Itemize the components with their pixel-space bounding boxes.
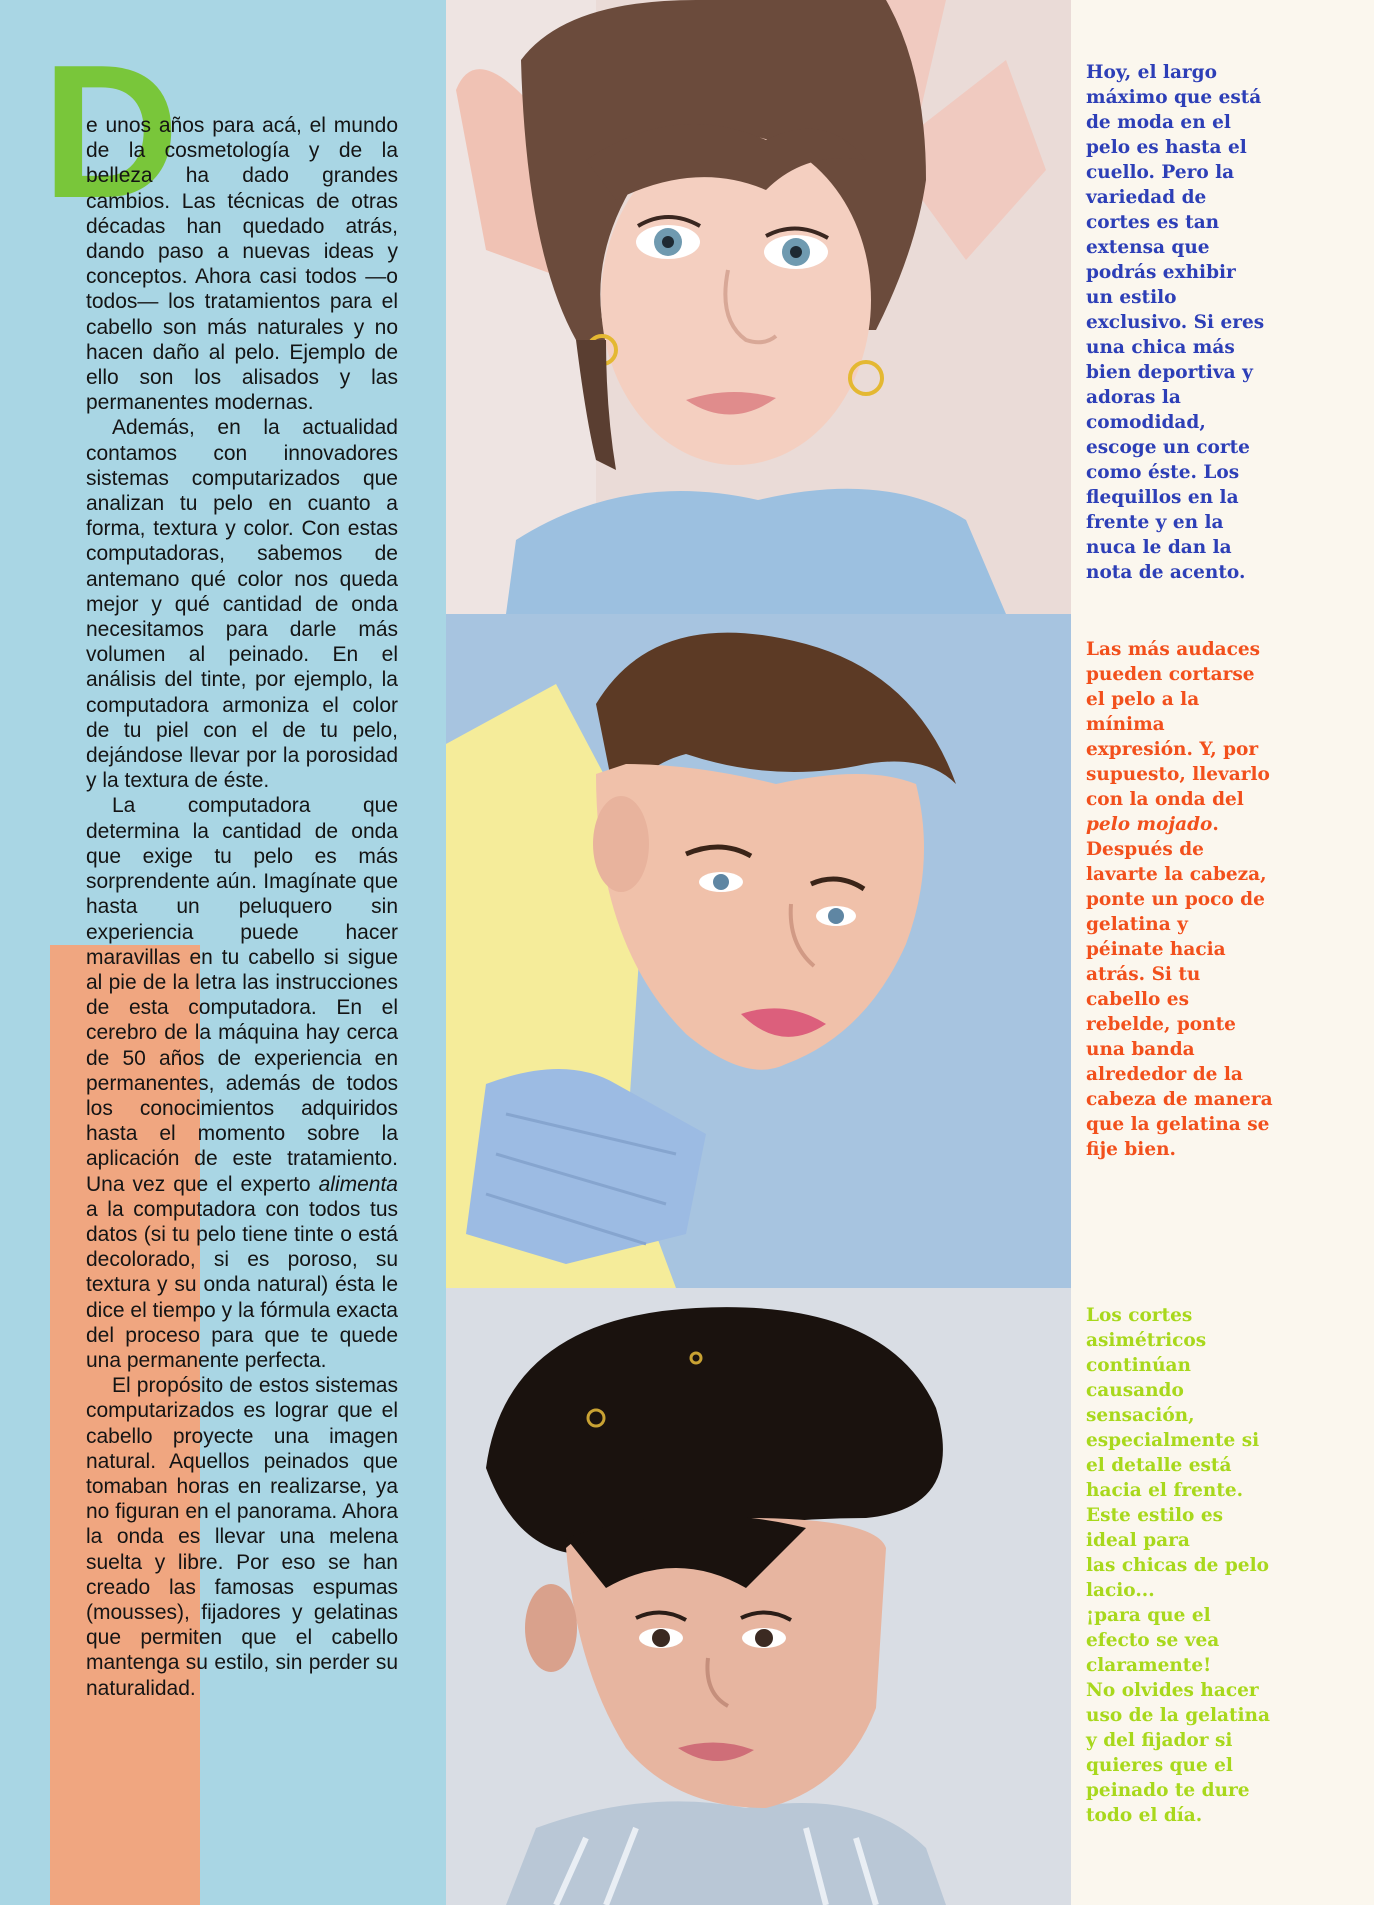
- article-body: [86, 113, 398, 1701]
- drop-cap: D: [42, 26, 174, 238]
- caption-short-tousled-hair: Hoy, el largo máximo que está de moda en el pelo es hasta el cuello. Pero la variedad de cortes es tan extensa que podrás exhibir un estilo exclusivo. Si eres una chica más bien deportiva y adoras la comodidad, escoge un corte como éste. Los flequillos en la frente y en la nuca le dan la nota de acento.: [1086, 62, 1265, 583]
- caption-asymmetric-cut: Los cortes asimétricos continúan causando sensación, especialmente si el detalle está hacia el frente. Este estilo es ideal para las chicas de pelo lacio... ¡para que el efecto se vea claramente! No olvides hacer uso de la gelatina y del fijador si quieres que el peinado te dure todo el día.: [1086, 1305, 1270, 1826]
- caption-2-text-before: Las más audaces pueden cortarse el pelo a la mínima expresión. Y, por supuesto, llevarlo con la onda del: [1086, 639, 1270, 810]
- paragraph-3-emphasis: alimenta: [318, 1172, 398, 1196]
- photo-asymmetric-cut-beret: [446, 1288, 1071, 1905]
- article-paragraph-4: El propósito de estos sistemas computarizados es lograr que el cabello proyecte una imagen natural. Aquellos peinados que tomaban horas en realizarse, ya no figuran en el panorama. Ahora la onda es llevar una melena suelta y libre. Por eso se han creado las famosas espumas (mousses), fijadores y gelatinas que permiten que el cabello mantenga su estilo, sin perder su naturalidad.: [86, 1374, 398, 1700]
- photo-short-tousled-hair: [446, 0, 1071, 614]
- paragraph-3-text-before: La computadora que determina la cantidad de onda que exige tu pelo es más sorprendente aún. Imagínate que hasta un peluquero sin experiencia puede hacer maravillas en tu cabello si sigue al pie de la letra las instrucciones de esta computadora. En el cerebro de la máquina hay cerca de 50 años de experiencia en permanentes, además de todos los conocimientos adquiridos hasta el momento sobre la aplicación de este tratamiento. Una vez que el experto: [86, 794, 398, 1196]
- article-paragraph-2: Además, en la actualidad contamos con innovadores sistemas computarizados que analizan tu pelo en cuanto a forma, textura y color. Con estas computadoras, sabemos de antemano qué color nos queda mejor y qué cantidad de onda necesitamos para darle más volumen al peinado. En el análisis del tinte, por ejemplo, la computadora armoniza el color de tu piel con el de tu pelo, dejándose llevar por la porosidad y la textura de éste.: [86, 416, 398, 793]
- paragraph-3-text-after: a la computadora con todos tus datos (si tu pelo tiene tinte o está decolorado, si es poroso, su textura y su onda natural) ésta le dice el tiempo y la fórmula exacta del proceso para que te quede una permanente perfecta.: [86, 1197, 398, 1372]
- article-paragraph-3: [86, 793, 398, 1373]
- caption-2-text-after: . Después de lavarte la cabeza, ponte un poco de gelatina y péinate hacia atrás. Si tu cabello es rebelde, ponte una banda alrededor de la cabeza de manera que la gelatina se fije bien.: [1086, 814, 1273, 1160]
- caption-slicked-back-hair: [1086, 637, 1371, 1162]
- caption-2-emphasis: pelo mojado: [1086, 814, 1213, 835]
- photo-slicked-back-hair: [446, 614, 1071, 1288]
- article-paragraph-1: e unos años para acá, el mundo de la cosmetología y de la belleza ha dado grandes cambios. Las técnicas de otras décadas han quedado atrás, dando paso a nuevas ideas y conceptos. Ahora casi todos —o todos— los tratamientos para el cabello son más naturales y no hacen daño al pelo. Ejemplo de ello son los alisados y las permanentes modernas.: [86, 114, 398, 415]
